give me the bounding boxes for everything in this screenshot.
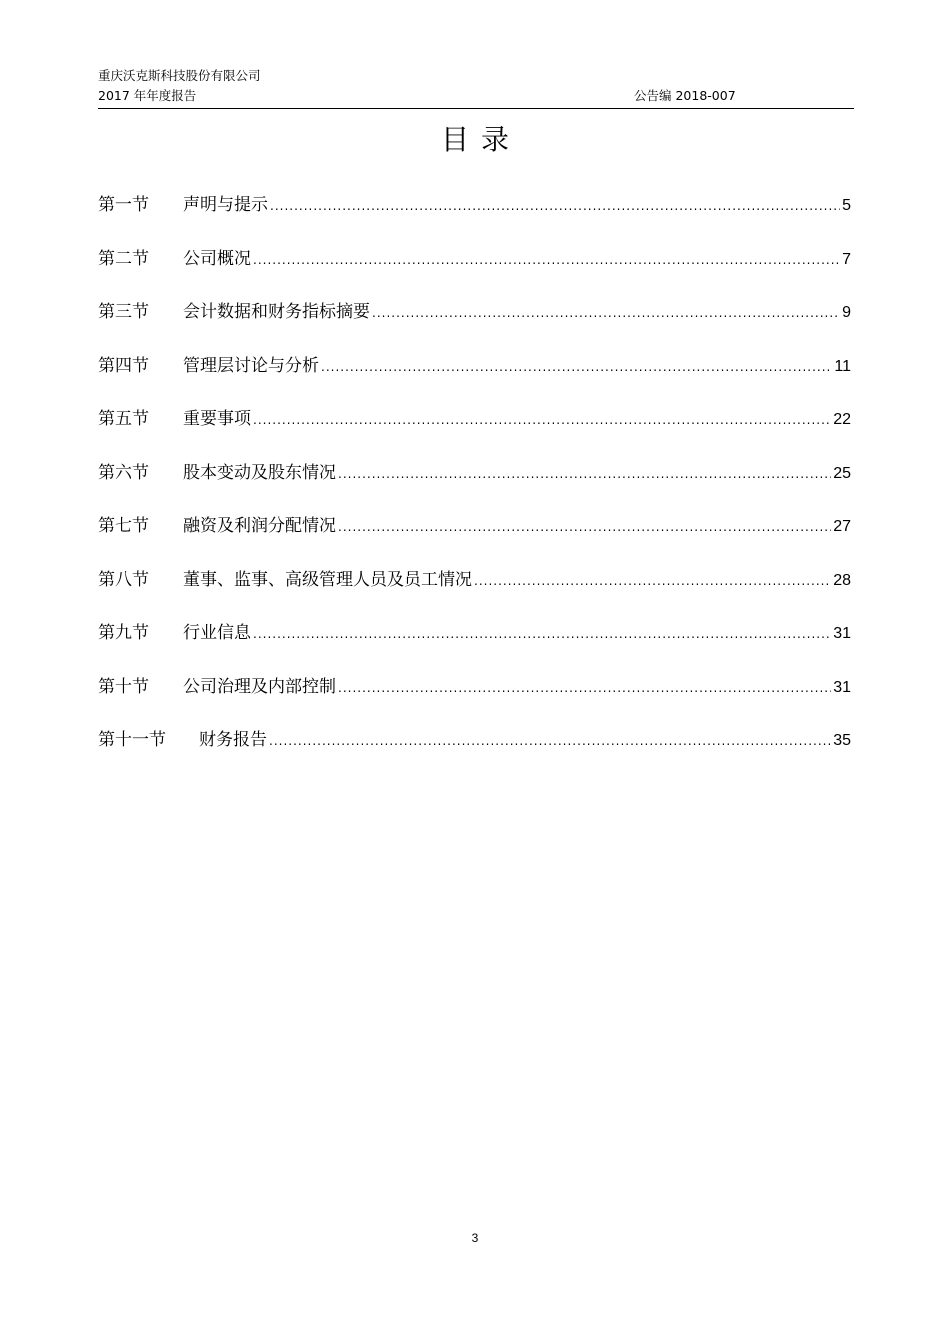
page-number: 25 [833,464,851,482]
dot-leader [321,360,832,374]
section-number: 第十一节 [98,730,166,750]
toc-entry-section-9[interactable] [98,618,851,672]
page-number: 22 [833,411,851,428]
section-title: 公司治理及内部控制 [183,676,336,697]
section-number: 第八节 [98,569,149,590]
page-number: 35 [833,732,851,749]
section-title: 声明与提示 [183,195,268,215]
page-number: 11 [834,357,851,375]
toc-entry-section-10[interactable] [98,672,851,726]
section-number: 第十节 [98,676,149,697]
section-number: 第六节 [98,462,149,483]
dot-leader [372,306,840,320]
page-number: 28 [833,571,851,589]
toc-entry-section-6[interactable] [98,458,851,512]
section-title: 董事、监事、高级管理人员及员工情况 [183,569,472,590]
page-number: 31 [833,625,851,642]
section-title: 股本变动及股东情况 [183,462,336,483]
dot-leader [338,520,831,534]
section-title: 融资及利润分配情况 [183,516,336,536]
toc-entry-section-2[interactable] [98,244,851,298]
page-number: 7 [842,250,851,268]
section-title: 行业信息 [183,623,251,643]
section-title: 公司概况 [183,248,251,269]
page-number: 31 [833,678,851,696]
page-footer-number: 3 [471,1231,479,1245]
toc-entry-section-3[interactable] [98,297,851,351]
toc-entry-section-7[interactable] [98,511,851,565]
dot-leader [338,467,831,481]
report-title: 2017 年年度报告 [98,88,197,103]
page-number: 9 [842,304,851,321]
section-number: 第五节 [98,409,149,429]
dot-leader [253,413,831,427]
section-number: 第七节 [98,516,149,536]
table-of-contents [98,190,851,779]
section-title: 管理层讨论与分析 [183,355,319,376]
section-number: 第三节 [98,302,149,322]
notice-number: 公告编 2018-007 [634,88,736,103]
toc-entry-section-4[interactable] [98,351,851,405]
section-number: 第二节 [98,248,149,269]
toc-entry-section-1[interactable] [98,190,851,244]
section-number: 第九节 [98,623,149,643]
toc-entry-section-5[interactable] [98,404,851,458]
page-header [98,66,854,109]
section-title: 财务报告 [199,730,267,750]
dot-leader [270,199,840,213]
section-title: 重要事项 [183,409,251,429]
section-number: 第四节 [98,355,149,376]
page-number: 5 [842,197,851,214]
page-number: 27 [833,518,851,535]
section-title: 会计数据和财务指标摘要 [183,302,370,322]
company-name: 重庆沃克斯科技股份有限公司 [98,68,261,83]
dot-leader [474,574,831,588]
dot-leader [269,734,831,748]
toc-entry-section-8[interactable] [98,565,851,619]
dot-leader [253,253,840,267]
dot-leader [338,681,831,695]
dot-leader [253,627,831,641]
toc-entry-section-11[interactable] [98,725,851,779]
page-title: 目录 [440,123,521,156]
section-number: 第一节 [98,195,149,215]
